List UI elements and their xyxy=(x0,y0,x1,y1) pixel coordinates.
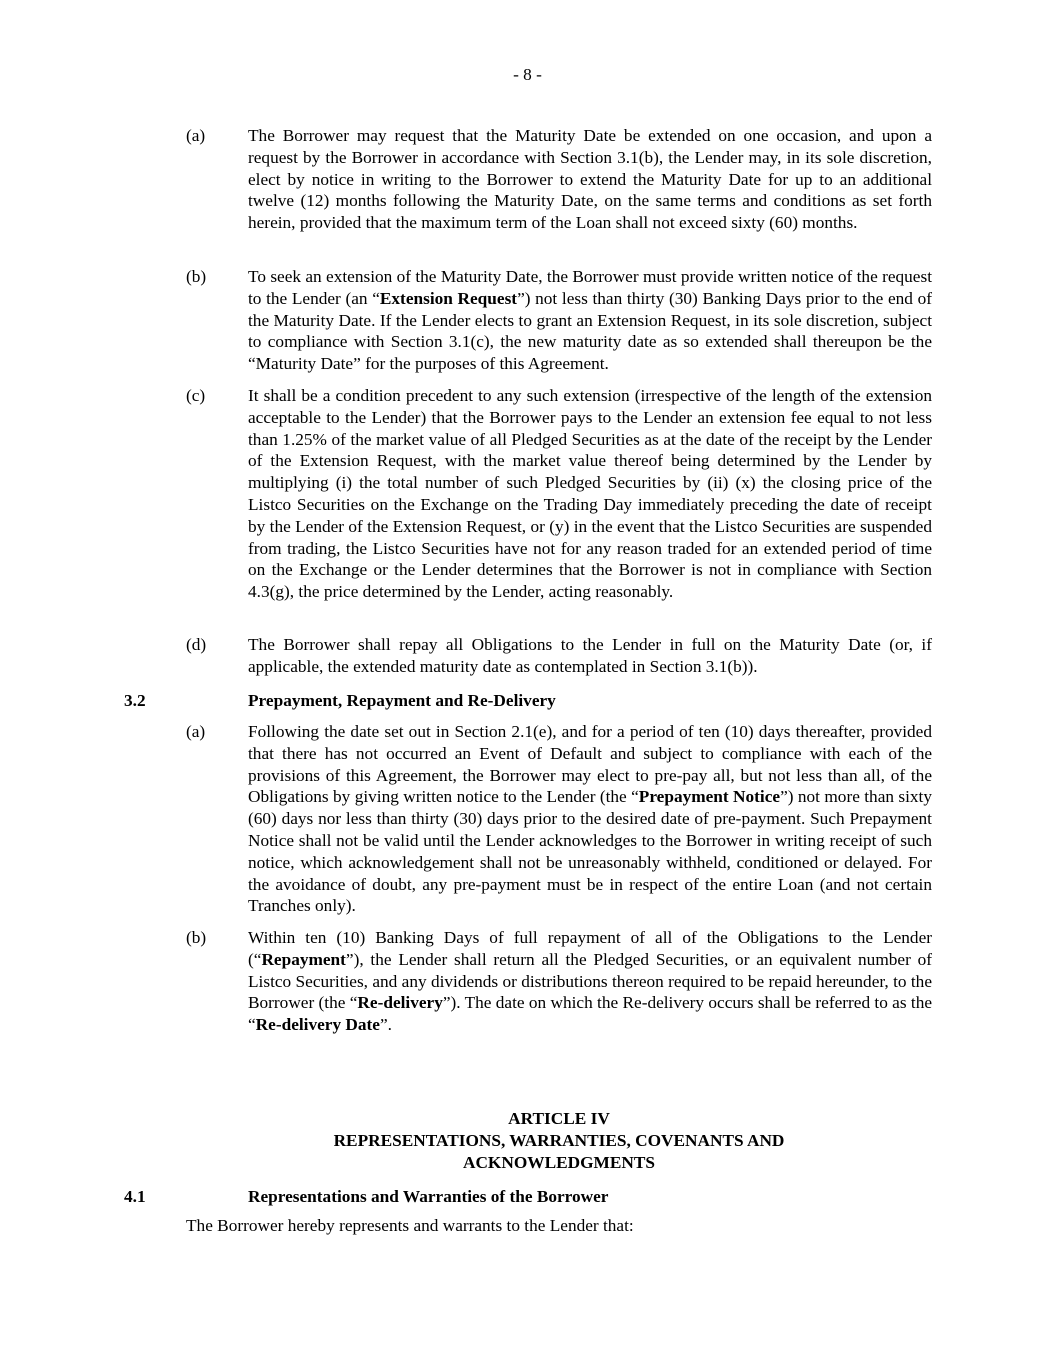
page-number: - 8 - xyxy=(513,65,542,84)
clause-3-1-d xyxy=(186,634,932,678)
clause-text: Following the date set out in Section 2.1(e), and for a period of ten (10) days thereafter, provided that there has not occurred an Event of Default and subject to compliance with each of the provisions of this Agreement, the Borrower may elect to pre-pay all, but not less than all, of the Obligations by giving written notice to the Lender (the “Prepayment Notice”) not more than sixty (60) days nor less than thirty (30) days prior to the desired date of pre-payment. Such Prepayment Notice shall not be valid until the Lender acknowledges to the Borrower in writing receipt of such notice, which acknowledgement shall not be unreasonably withheld, conditioned or delayed. For the avoidance of doubt, any pre-payment must be in respect of the entire Loan (and not certain Tranches only). xyxy=(248,722,932,916)
article-title-line-2: ACKNOWLEDGMENTS xyxy=(462,1152,656,1172)
section-intro-text: The Borrower hereby represents and warrants to the Lender that: xyxy=(186,1216,634,1235)
clause-text: To seek an extension of the Maturity Date, the Borrower must provide written notice of the request to the Lender (an “Extension Request”) not less than thirty (30) Banking Days prior to the end of the Maturity Date. If the Lender elects to grant an Extension Request, in its sole discretion, subject to compliance with Section 3.1(c), the new maturity date as so extended shall thereupon be the “Maturity Date” for the purposes of this Agreement. xyxy=(248,267,933,374)
defined-term: Re-delivery Date xyxy=(255,1015,380,1035)
clause-label: (b) xyxy=(186,928,207,947)
section-title: Representations and Warranties of the Borrower xyxy=(248,1187,609,1206)
article-number: ARTICLE IV xyxy=(508,1109,610,1128)
section-heading-4-1 xyxy=(124,1186,932,1208)
clause-text: The Borrower may request that the Maturity Date be extended on one occasion, and upon a request by the Borrower in accordance with Section 3.1(b), the Lender may, in its sole discretion, elect by notice in writing to the Borrower to extend the Maturity Date for up to an additional twelve (12) months following the Maturity Date, on the same terms and conditions as set forth herein, provided that the maximum term of the Loan shall not exceed sixty (60) months. xyxy=(248,126,932,233)
defined-term: Re-delivery xyxy=(357,993,443,1013)
section-title: Prepayment, Repayment and Re-Delivery xyxy=(248,691,556,710)
clause-3-2-a xyxy=(186,721,932,917)
article-heading xyxy=(186,1108,932,1173)
clause-text: Within ten (10) Banking Days of full repayment of all of the Obligations to the Lender (“Repayment”), the Lender shall return all the Pledged Securities, or an equivalent number of Listco Securities, and any dividends or distributions thereon required to be repaid hereunder, to the Borrower (the “Re-delivery”). The date on which the Re-delivery occurs shall be referred to as the “Re-delivery Date”. xyxy=(248,928,932,1035)
section-number: 3.2 xyxy=(124,691,146,710)
clause-label: (b) xyxy=(186,267,207,286)
defined-term: Prepayment Notice xyxy=(638,787,781,807)
defined-term: Extension Request xyxy=(379,288,518,308)
clause-3-2-b xyxy=(186,927,932,1036)
clause-3-1-b xyxy=(186,266,932,375)
clause-3-1-c xyxy=(186,385,932,603)
clause-text: The Borrower shall repay all Obligations to the Lender in full on the Maturity Date (or, if applicable, the extended maturity date as contemplated in Section 3.1(b)). xyxy=(248,635,932,676)
clause-label: (a) xyxy=(186,722,206,741)
section-heading-3-2 xyxy=(124,690,932,712)
clause-label: (d) xyxy=(186,635,207,654)
clause-label: (c) xyxy=(186,386,206,405)
section-number: 4.1 xyxy=(124,1187,146,1206)
clause-3-1-a xyxy=(186,125,932,234)
clause-label: (a) xyxy=(186,126,206,145)
article-title-line-1: REPRESENTATIONS, WARRANTIES, COVENANTS AND xyxy=(333,1130,785,1150)
defined-term: Repayment xyxy=(261,949,346,969)
clause-text: It shall be a condition precedent to any such extension (irrespective of the length of the extension acceptable to the Lender) that the Borrower pays to the Lender an extension fee equal to not less than 1.25% of the market value of all Pledged Securities as at the date of the receipt by the Lender of the Extension Request, with the market value thereof being determined by the Lender by multiplying (i) the total number of such Pledged Securities by (ii) (x) the closing price of the Listco Securities on the Exchange on the Trading Day immediately preceding the date of receipt by the Lender of the Extension Request, or (y) in the event that the Listco Securities are suspended from trading, the Listco Securities have not for any reason traded for an extended period of time on the Exchange or the Lender determines that the Borrower is not in compliance with Section 4.3(g), the price determined by the Lender, acting reasonably. xyxy=(248,386,932,602)
